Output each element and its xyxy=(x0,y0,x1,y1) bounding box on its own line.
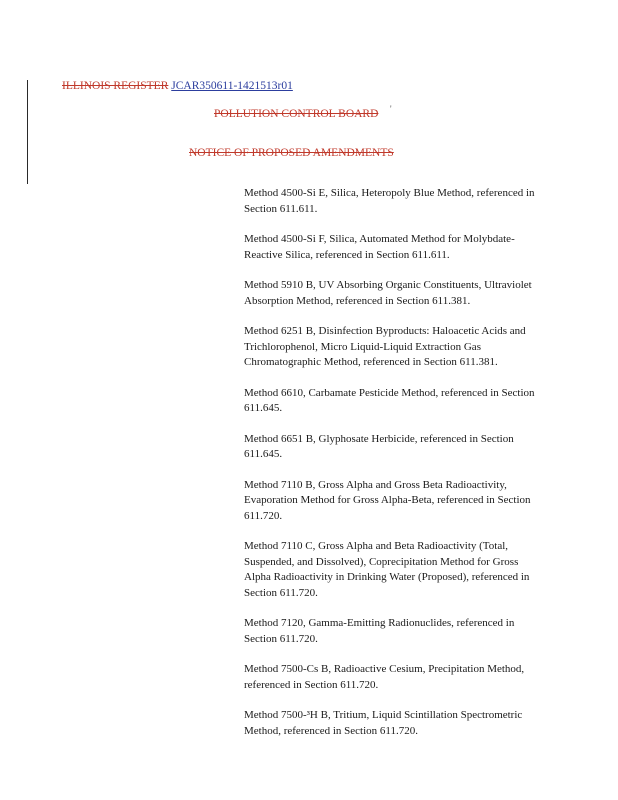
method-entry: Method 7500-³H B, Tritium, Liquid Scintillation Spectrometric Method, referenced in Section 611.720. xyxy=(244,709,523,737)
method-entry: Method 5910 B, UV Absorbing Organic Constituents, Ultraviolet Absorption Method, referenced in Section 611.381. xyxy=(244,279,532,307)
margin-change-bar xyxy=(27,80,28,184)
method-entry: Method 6651 B, Glyphosate Herbicide, referenced in Section 611.645. xyxy=(244,432,514,460)
method-entry: Method 7110 C, Gross Alpha and Beta Radioactivity (Total, Suspended, and Dissolved), Coprecipitation Method for Gross Alpha Radioactivity in Drinking Water (Proposed), referenced in Section 611.720. xyxy=(244,540,530,599)
board-heading: POLLUTION CONTROL BOARD xyxy=(214,108,379,120)
method-entry: Method 4500-Si F, Silica, Automated Method for Molybdate-Reactive Silica, referenced in Section 611.611. xyxy=(244,233,515,261)
register-code-inserted: JCAR350611-1421513r01 xyxy=(171,80,293,92)
method-entry: Method 7500-Cs B, Radioactive Cesium, Precipitation Method, referenced in Section 611.720. xyxy=(244,663,525,691)
method-entry: Method 7120, Gamma-Emitting Radionuclides, referenced in Section 611.720. xyxy=(244,617,515,645)
notice-heading: NOTICE OF PROPOSED AMENDMENTS xyxy=(189,147,394,159)
method-entry: Method 7110 B, Gross Alpha and Gross Beta Radioactivity, Evaporation Method for Gross Alpha-Beta, referenced in Section 611.720. xyxy=(244,478,531,522)
register-header xyxy=(62,80,293,92)
stray-mark: ' xyxy=(390,104,392,114)
method-entry: Method 4500-Si E, Silica, Heteropoly Blue Method, referenced in Section 611.611. xyxy=(244,187,535,215)
method-list xyxy=(244,186,544,754)
register-title-struck: ILLINOIS REGISTER xyxy=(62,80,169,92)
method-entry: Method 6251 B, Disinfection Byproducts: Haloacetic Acids and Trichlorophenol, Micro Liquid-Liquid Extraction Gas Chromatographic Method, referenced in Section 611.381. xyxy=(244,325,526,368)
method-entry: Method 6610, Carbamate Pesticide Method, referenced in Section 611.645. xyxy=(244,386,535,414)
